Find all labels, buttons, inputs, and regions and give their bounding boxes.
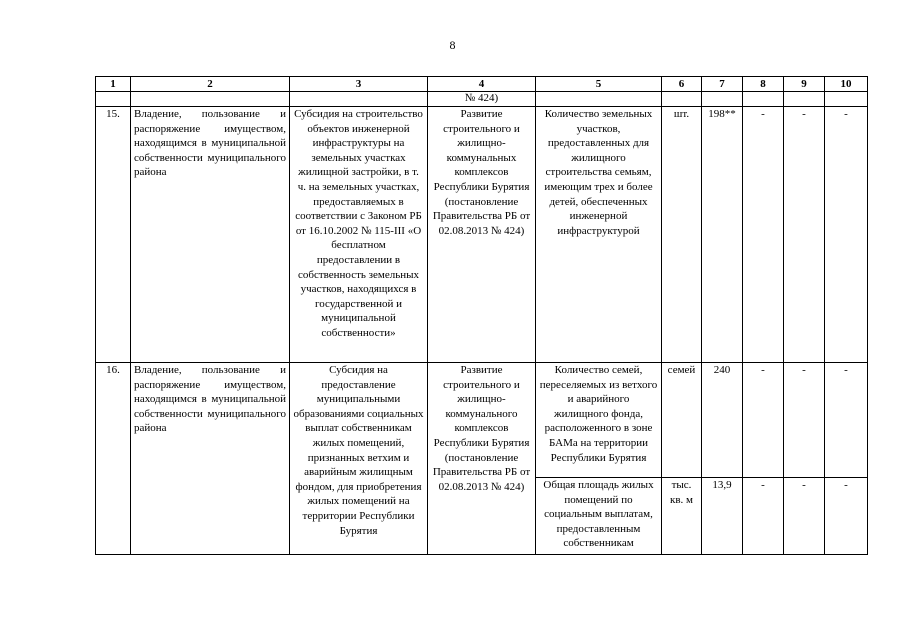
table-row-16 — [96, 363, 868, 478]
page-number: 8 — [449, 38, 456, 52]
data-table — [95, 76, 868, 555]
header-cell: 2 — [131, 77, 290, 92]
col9-cell: - — [784, 107, 825, 363]
value-cell: 198** — [702, 107, 743, 363]
col10-cell: - — [825, 478, 868, 555]
unit-cell: тыс. кв. м — [662, 478, 702, 555]
header-cell: 7 — [702, 77, 743, 92]
col8-cell: - — [743, 478, 784, 555]
header-cell: 10 — [825, 77, 868, 92]
row-number: 15. — [96, 107, 131, 363]
col8-cell: - — [743, 107, 784, 363]
col9-cell: - — [784, 363, 825, 478]
col9-cell: - — [784, 478, 825, 555]
program-cell: Развитие строительного и жилищно-коммунального комплексов Республики Бурятия (постановление Правительства РБ от 02.08.2013 № 424) — [428, 363, 536, 555]
table-row-15 — [96, 107, 868, 363]
program-cell: Развитие строительного и жилищно-коммунальных комплексов Республики Бурятия (постановление Правительства РБ от 02.08.2013 № 424) — [428, 107, 536, 363]
power-cell: Владение, пользование и распоряжение имуществом, находящимся в муниципальной собственности муниципального района — [131, 363, 290, 555]
subsidy-cell: Субсидия на строительство объектов инженерной инфраструктуры на земельных участках жилищной застройки, в т. ч. на земельных участках, предоставляемых в соответствии с Законом РБ от 16.10.2002 № 115-III «О бесплатном предоставлении в собственность земельных участков, находящихся в государственной и муниципальной собственности» — [290, 107, 428, 363]
header-cell: 3 — [290, 77, 428, 92]
unit-cell: шт. — [662, 107, 702, 363]
header-cell: 8 — [743, 77, 784, 92]
col10-cell: - — [825, 363, 868, 478]
header-cell: 5 — [536, 77, 662, 92]
value-cell: 13,9 — [702, 478, 743, 555]
row-number: 16. — [96, 363, 131, 555]
header-cell: 4 — [428, 77, 536, 92]
col8-cell: - — [743, 363, 784, 478]
indicator-cell: Количество семей, переселяемых из ветхого и аварийного жилищного фонда, расположенного в зоне БАМа на территории Республики Бурятия — [536, 363, 662, 478]
value-cell: 240 — [702, 363, 743, 478]
carryover-program-text: № 424) — [428, 92, 536, 107]
indicator-cell: Количество земельных участков, предоставленных для жилищного строительства семьям, имеющим трех и более детей, обеспеченных инженерной инфраструктурой — [536, 107, 662, 363]
col10-cell: - — [825, 107, 868, 363]
header-cell: 6 — [662, 77, 702, 92]
header-cell: 9 — [784, 77, 825, 92]
carryover-row — [96, 92, 868, 107]
subsidy-cell: Субсидия на предоставление муниципальными образованиями социальных выплат собственникам жилых помещений, признанных ветхим и аварийным жилищным фондом, для приобретения жилых помещений на территории Республики Бурятия — [290, 363, 428, 555]
power-cell: Владение, пользование и распоряжение имуществом, находящимся в муниципальной собственности муниципального района — [131, 107, 290, 363]
unit-cell: семей — [662, 363, 702, 478]
header-cell: 1 — [96, 77, 131, 92]
header-row — [96, 77, 868, 92]
indicator-cell: Общая площадь жилых помещений по социальным выплатам, предоставленным собственникам — [536, 478, 662, 555]
